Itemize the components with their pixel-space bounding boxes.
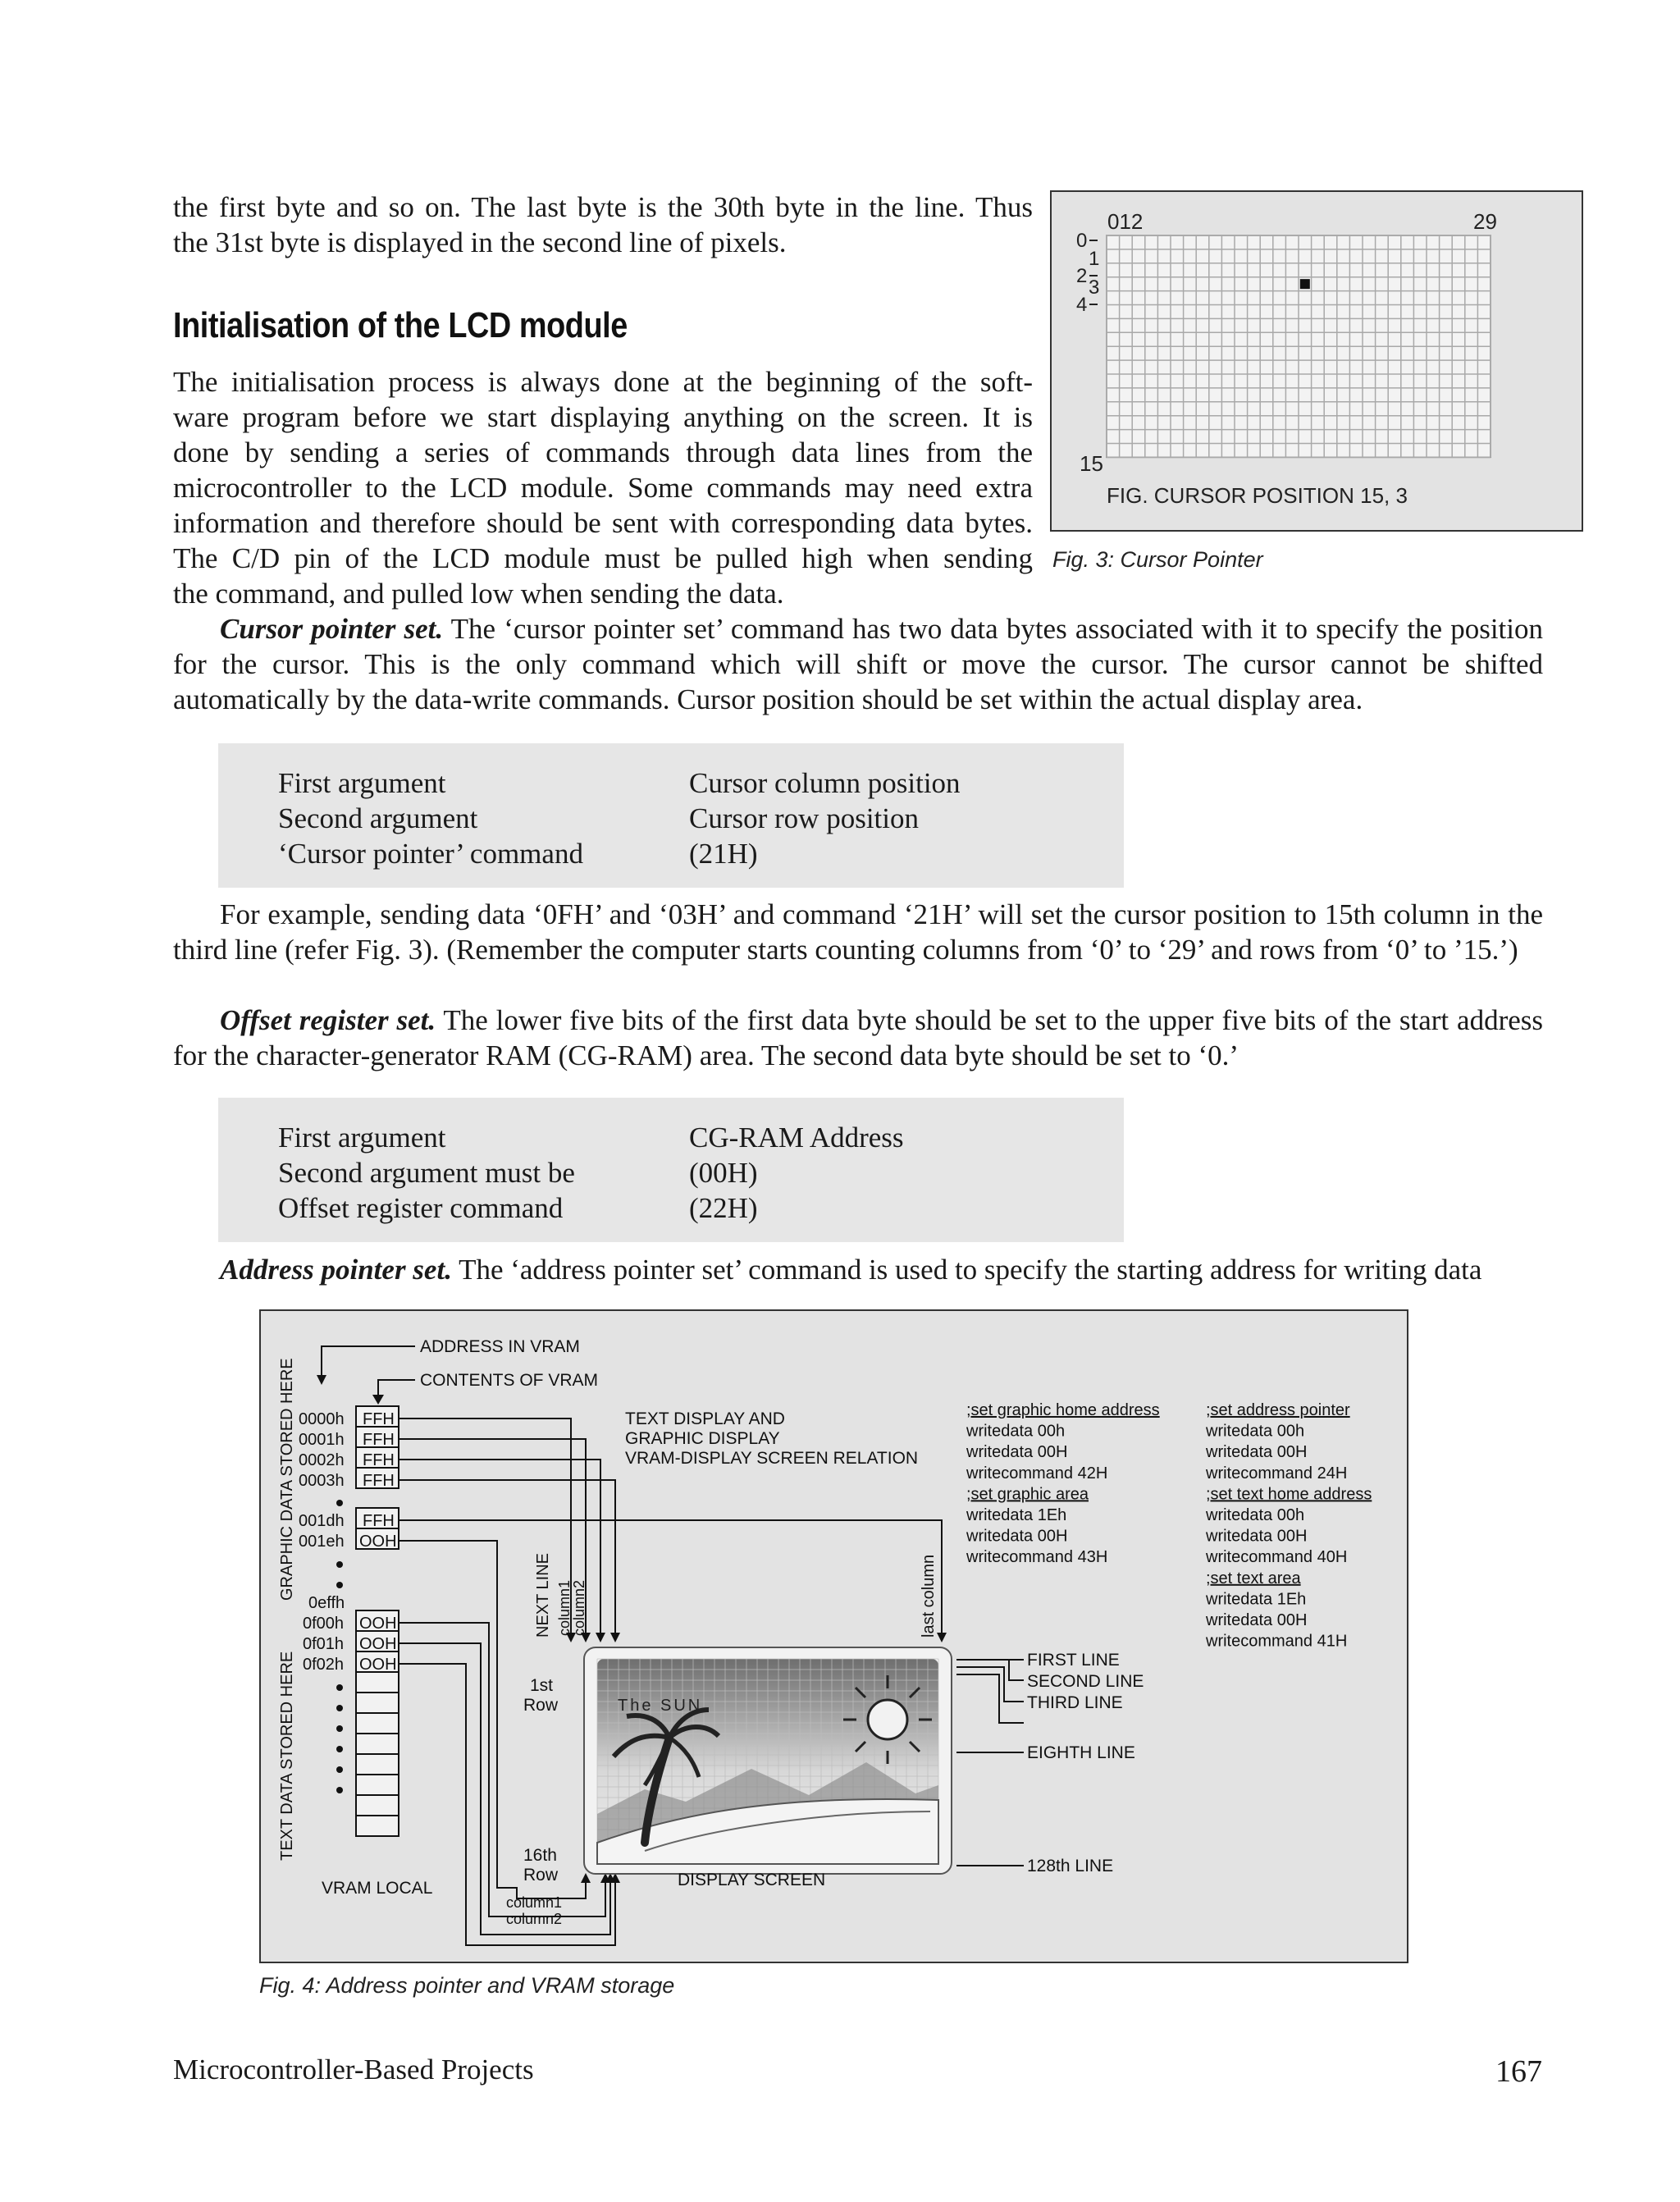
code-line: writecommand 24H (1206, 1464, 1348, 1482)
vram-content: OOH (359, 1635, 397, 1653)
column2-label: column2 (571, 1579, 587, 1636)
runin-heading: Cursor pointer set. (220, 613, 444, 645)
vram-address: 001dh (299, 1512, 345, 1530)
first-row-label: 1st (530, 1676, 554, 1695)
vram-address: 0002h (299, 1451, 345, 1469)
arg-value: (21H) (689, 838, 758, 870)
vram-address: 0f00h (303, 1615, 345, 1633)
code-line: writedata 00h (1206, 1506, 1305, 1524)
cursor-marker (1300, 279, 1310, 289)
vram-cell (356, 1713, 399, 1734)
top-paragraph (173, 190, 1033, 260)
init-paragraph (173, 364, 1033, 576)
line-label: THIRD LINE (1027, 1693, 1123, 1712)
display-screen-label: DISPLAY SCREEN (678, 1871, 826, 1889)
code-line: writedata 00h (966, 1422, 1066, 1441)
paragraph-text: The ‘cursor pointer set’ command has two data bytes associated with it to specify the position for the cursor. This is the only command which will shift or move the cursor. The cursor cannot be shifted automatically by the data-write commands. Cursor position should be set within the actual display area. (173, 613, 1544, 715)
arg-row (218, 1120, 1124, 1155)
relation-title: VRAM-DISPLAY SCREEN RELATION (625, 1449, 919, 1468)
offset-args-box (218, 1098, 1124, 1242)
column1-label: column1 (556, 1579, 573, 1636)
vram-address: 0effh (308, 1594, 345, 1612)
code-line: writecommand 43H (966, 1548, 1108, 1567)
footer-book-title: Microcontroller-Based Projects (173, 2054, 534, 2086)
arg-label: Second argument (278, 802, 478, 834)
cursor-args-box (218, 743, 1124, 888)
fig3-caption: Fig. 3: Cursor Pointer (1052, 547, 1263, 572)
arg-value: Cursor column position (689, 767, 961, 799)
vram-cell (356, 1734, 399, 1754)
top-left-ticks: 012 (1107, 209, 1144, 234)
vram-cell (356, 1693, 399, 1713)
graphic-data-label: GRAPHIC DATA STORED HERE (278, 1358, 296, 1601)
code-line: writedata 00H (966, 1443, 1068, 1462)
section-heading: Initialisation of the LCD module (173, 305, 628, 345)
top-right-tick: 29 (1473, 209, 1497, 234)
arg-label: Second argument must be (278, 1157, 575, 1189)
text-line: microcontroller to the LCD module. Some commands may need extra (173, 472, 1033, 504)
figure-cursor-pointer (1050, 190, 1583, 532)
code-line: writedata 00H (1206, 1443, 1308, 1462)
vram-content: OOH (359, 1533, 397, 1551)
vram-content: FFH (363, 1431, 395, 1449)
text-line: done by sending a series of commands through data lines from the (173, 436, 1033, 468)
last-row-label: 16th (523, 1846, 557, 1865)
vram-content: OOH (359, 1656, 397, 1674)
code-line: ;set address pointer (1206, 1401, 1350, 1419)
left-tick: 0 (1076, 230, 1088, 252)
vram-content: FFH (363, 1472, 395, 1490)
cursor-grid-figure (1050, 190, 1583, 532)
column1-bottom-label: column1 (506, 1894, 563, 1911)
contents-of-vram-label: CONTENTS OF VRAM (420, 1371, 599, 1390)
paragraph-text: The ‘address pointer set’ command is used to specify the starting address for writing data (451, 1254, 1482, 1286)
address-pointer-paragraph (173, 1252, 1543, 1287)
line-label: 128th LINE (1027, 1857, 1114, 1875)
text-line: information and therefore should be sent with corresponding data bytes. (173, 507, 1033, 539)
line-label: SECOND LINE (1027, 1672, 1144, 1691)
arg-row (218, 1190, 1124, 1226)
vram-cell (356, 1754, 399, 1775)
fig4-caption: Fig. 4: Address pointer and VRAM storage (259, 1973, 675, 1998)
arg-row (218, 836, 1124, 871)
arg-row (218, 1155, 1124, 1190)
figure-vram-diagram (259, 1309, 1408, 1963)
vram-local-label: VRAM LOCAL (322, 1879, 433, 1898)
last-row-label: Row (523, 1866, 559, 1884)
vram-cell (356, 1775, 399, 1795)
offset-register-paragraph (173, 1003, 1543, 1073)
vram-address: 001eh (299, 1533, 345, 1551)
code-line: writedata 00H (966, 1527, 1068, 1546)
vram-cell (356, 1795, 399, 1816)
cursor-pointer-paragraph (173, 611, 1543, 717)
column2-bottom-label: column2 (506, 1911, 563, 1927)
vram-cell (356, 1672, 399, 1693)
init-paragraph-tail: the command, and pulled low when sending the data. (173, 578, 784, 610)
arg-value: (00H) (689, 1157, 758, 1189)
bottom-left-tick: 15 (1080, 451, 1103, 476)
code-line: writedata 1Eh (966, 1506, 1067, 1524)
vram-content: OOH (359, 1615, 397, 1633)
code-line: writedata 1Eh (1206, 1590, 1307, 1609)
first-row-label: Row (523, 1696, 559, 1715)
vram-content: FFH (363, 1451, 395, 1469)
address-in-vram-label: ADDRESS IN VRAM (420, 1337, 580, 1356)
code-line: ;set text home address (1206, 1485, 1372, 1504)
text-line: ware program before we start displaying anything on the screen. It is (173, 401, 1033, 433)
code-line: writecommand 42H (966, 1464, 1108, 1482)
text-line: the 31st byte is displayed in the second line of pixels. (173, 226, 787, 258)
code-line: ;set graphic area (966, 1485, 1089, 1504)
inner-caption: FIG. CURSOR POSITION 15, 3 (1107, 483, 1408, 508)
text-line: The initialisation process is always done at the beginning of the soft- (173, 366, 1033, 398)
screen-text: The SUN (618, 1697, 703, 1715)
next-line-label: NEXT LINE (534, 1553, 552, 1638)
arg-label: First argument (278, 1122, 446, 1154)
text-data-label: TEXT DATA STORED HERE (278, 1651, 296, 1861)
code-line: writecommand 40H (1206, 1548, 1348, 1567)
arg-value: (22H) (689, 1192, 758, 1224)
left-tick: 2 (1076, 265, 1088, 287)
paragraph-text: The lower five bits of the first data byte should be set to the upper five bits of the start address for the character-generator RAM (CG-RAM) area. The second data byte should be set to ‘0.’ (173, 1004, 1543, 1071)
arg-value: CG-RAM Address (689, 1122, 904, 1154)
arg-label: ‘Cursor pointer’ command (278, 838, 583, 870)
runin-heading: Offset register set. (220, 1004, 436, 1036)
left-tick: 1 (1089, 248, 1100, 270)
vram-address: 0f02h (303, 1656, 345, 1674)
vram-address: 0000h (299, 1410, 345, 1428)
left-tick: 3 (1089, 276, 1100, 299)
vram-diagram (259, 1309, 1408, 1963)
line-label: EIGHTH LINE (1027, 1743, 1135, 1762)
arg-row (218, 765, 1124, 801)
relation-title: GRAPHIC DISPLAY (625, 1429, 780, 1448)
vram-address: 0003h (299, 1472, 345, 1490)
last-column-label: last column (920, 1554, 938, 1638)
code-line: writedata 00h (1206, 1422, 1305, 1441)
vram-address: 0001h (299, 1431, 345, 1449)
line-label: FIRST LINE (1027, 1651, 1120, 1670)
code-line: ;set text area (1206, 1569, 1301, 1588)
text-line: the first byte and so on. The last byte is the 30th byte in the line. Thus (173, 191, 1033, 223)
arg-label: First argument (278, 767, 446, 799)
left-tick: 4 (1076, 294, 1088, 316)
vram-content: FFH (363, 1410, 395, 1428)
text-line: The C/D pin of the LCD module must be pulled high when sending (173, 542, 1033, 574)
vram-address: 0f01h (303, 1635, 345, 1653)
code-line: writedata 00H (1206, 1611, 1308, 1629)
display-screen (584, 1647, 952, 1874)
relation-title: TEXT DISPLAY AND (625, 1409, 785, 1428)
vram-content: FFH (363, 1512, 395, 1530)
arg-value: Cursor row position (689, 802, 919, 834)
vram-cell (356, 1816, 399, 1836)
example-paragraph: For example, sending data ‘0FH’ and ‘03H’ and command ‘21H’ will set the cursor position to 15th column in the third line (refer Fig. 3). (Remember the computer starts counting columns from ‘0’ to ‘29’ and rows from ‘0’ to ’15.’) (173, 898, 1543, 966)
code-line: writedata 00H (1206, 1527, 1308, 1546)
code-line: writecommand 41H (1206, 1632, 1348, 1651)
runin-heading: Address pointer set. (220, 1254, 452, 1286)
page-number: 167 (1495, 2054, 1542, 2089)
arg-label: Offset register command (278, 1192, 564, 1224)
code-line: ;set graphic home address (966, 1401, 1160, 1419)
arg-row (218, 801, 1124, 836)
